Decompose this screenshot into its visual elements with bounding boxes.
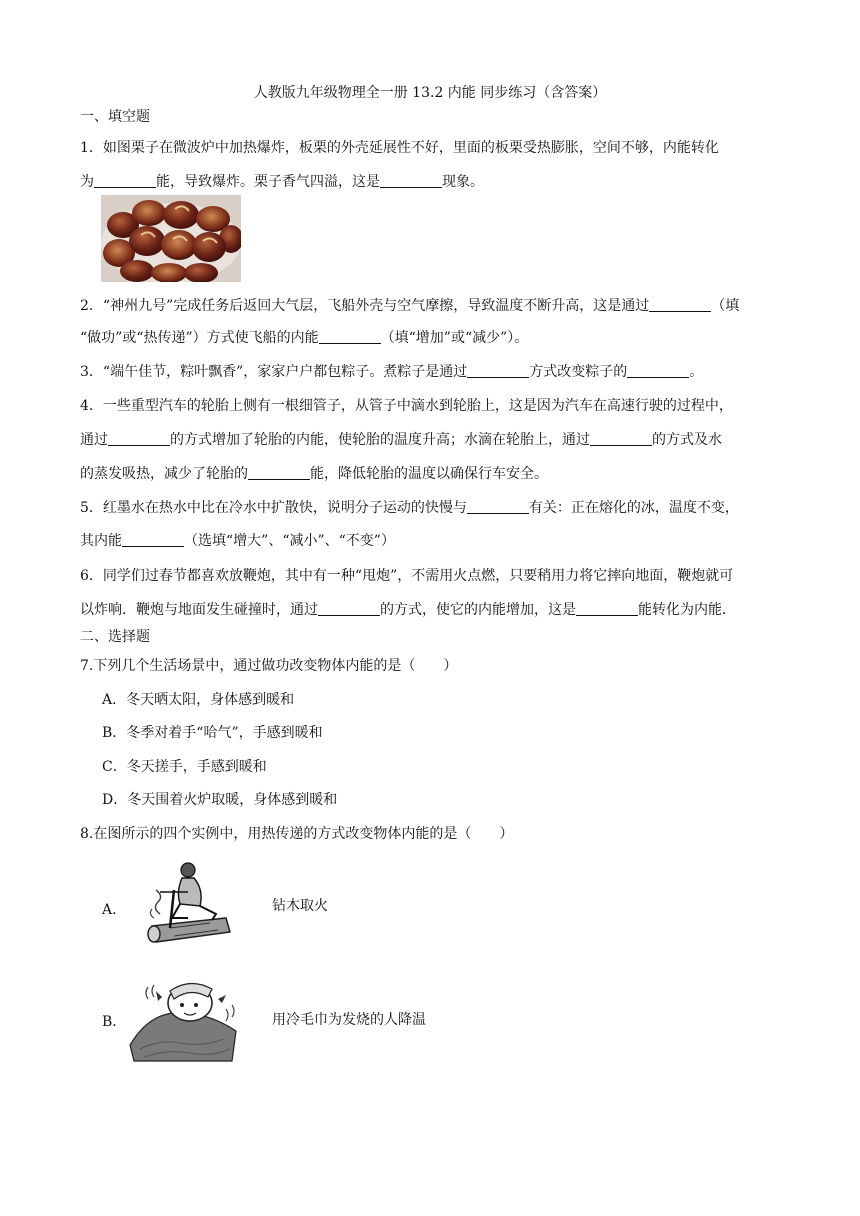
q4-blank-2[interactable] <box>590 431 652 446</box>
q1-blank-2[interactable] <box>380 173 442 188</box>
q5-line-1 <box>80 497 739 517</box>
q8-option-b-letter[interactable]: B． <box>102 1014 127 1030</box>
q2-line-2 <box>80 327 528 347</box>
q3-text: 3．“端午佳节，粽叶飘香”，家家户户都包粽子。煮粽子是通过 <box>80 364 468 380</box>
section-fill-heading: 一、填空题 <box>80 109 150 125</box>
q4-text: 的蒸发吸热，减少了轮胎的 <box>80 466 248 482</box>
q4-blank-3[interactable] <box>248 465 310 480</box>
q4-blank-1[interactable] <box>108 431 170 446</box>
q3-blank-2[interactable] <box>627 363 689 378</box>
q8-stem: 8.在图所示的四个实例中，用热传递的方式改变物体内能的是（ ） <box>80 826 514 842</box>
q5-text: 5．红墨水在热水中比在冷水中扩散快，说明分子运动的快慢与 <box>80 500 467 516</box>
drilling-wood-fire-image <box>130 856 236 948</box>
q6-text: 的方式，使它的内能增加，这是 <box>380 602 576 618</box>
q2-blank-1[interactable] <box>649 297 711 312</box>
q7-option-c[interactable]: C．冬天搓手，手感到暖和 <box>102 759 267 775</box>
q7-option-a[interactable]: A．冬天晒太阳，身体感到暖和 <box>102 692 295 708</box>
q4-line-3 <box>80 463 548 483</box>
q7-stem: 7.下列几个生活场景中，通过做功改变物体内能的是（ ） <box>80 658 458 674</box>
q2-text: 2．“神州九号”完成任务后返回大气层，飞船外壳与空气摩擦，导致温度不断升高，这是通过 <box>80 298 650 314</box>
q4-text: 的方式及水 <box>652 432 722 448</box>
q8-option-a-text: 钻木取火 <box>272 898 328 914</box>
document-title: 人教版九年级物理全一册 13.2 内能 同步练习（含答案） <box>253 85 607 101</box>
q5-blank-2[interactable] <box>122 532 184 547</box>
q1-text: 现象。 <box>442 174 484 190</box>
q3-text: 方式改变粽子的 <box>529 364 628 380</box>
q8-option-b-text: 用冷毛巾为发烧的人降温 <box>272 1012 426 1028</box>
q2-text: （填“增加”或“减少”）。 <box>380 330 529 346</box>
q2-text: “做功”或“热传递”）方式使飞船的内能 <box>80 330 319 346</box>
q3-line <box>80 361 703 381</box>
q2-blank-2[interactable] <box>319 329 381 344</box>
q1-text: 为 <box>80 174 94 190</box>
q6-blank-1[interactable] <box>318 601 380 616</box>
q5-blank-1[interactable] <box>467 499 529 514</box>
q4-text: 能，降低轮胎的温度以确保行车安全。 <box>310 466 548 482</box>
q6-line-2 <box>80 599 736 619</box>
section-choice-heading: 二、选择题 <box>80 629 150 645</box>
q7-option-d[interactable]: D．冬天围着火炉取暖，身体感到暖和 <box>102 792 338 808</box>
q4-text: 的方式增加了轮胎的内能，使轮胎的温度升高；水滴在轮胎上，通过 <box>170 432 590 448</box>
q5-text: 有关：正在熔化的冰，温度不变， <box>528 500 739 516</box>
q7-option-b[interactable]: B．冬季对着手“哈气”，手感到暖和 <box>102 725 323 741</box>
q6-text: 能转化为内能． <box>638 602 736 618</box>
cold-towel-image <box>128 975 240 1063</box>
q5-line-2 <box>80 530 395 550</box>
q1-blank-1[interactable] <box>94 173 156 188</box>
q5-text: （选填“增大”、“减小”、“不变”） <box>184 533 395 549</box>
q4-line-1: 4．一些重型汽车的轮胎上侧有一根细管子，从管子中滴水到轮胎上，这是因为汽车在高速行驶的过程中， <box>80 398 733 414</box>
q1-line-1: 1．如图栗子在微波炉中加热爆炸，板栗的外壳延展性不好，里面的板栗受热膨胀，空间不够，内能转化 <box>80 140 719 156</box>
q2-text: （填 <box>711 298 740 314</box>
chestnuts-image <box>101 195 241 282</box>
q4-text: 通过 <box>80 432 108 448</box>
q6-line-1: 6．同学们过春节都喜欢放鞭炮，其中有一种“甩炮”，不需用火点燃，只要稍用力将它摔向地面，鞭炮就可 <box>80 568 734 584</box>
q1-text: 能，导致爆炸。栗子香气四溢，这是 <box>156 174 380 190</box>
q5-text: 其内能 <box>80 533 122 549</box>
q3-text: 。 <box>689 364 704 380</box>
q8-option-a-letter[interactable]: A． <box>102 902 127 918</box>
q2-line-1 <box>80 295 739 315</box>
q1-line-2 <box>80 171 484 191</box>
q4-line-2 <box>80 429 722 449</box>
q6-text: 以炸响．鞭炮与地面发生碰撞时，通过 <box>80 602 318 618</box>
q3-blank-1[interactable] <box>467 363 529 378</box>
q6-blank-2[interactable] <box>576 601 638 616</box>
